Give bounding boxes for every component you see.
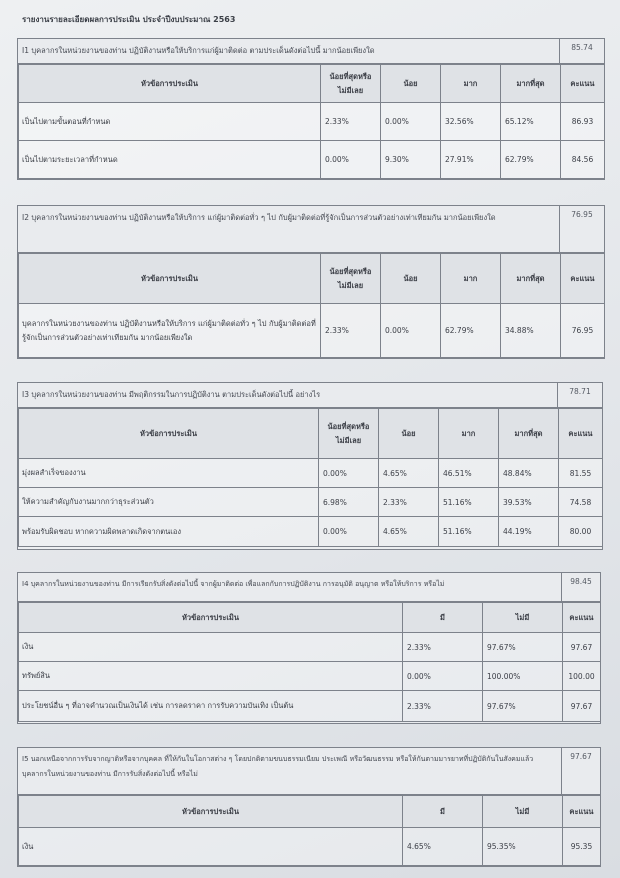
row-no: 97.67% [483,633,563,662]
col-most: มากที่สุด [499,409,559,459]
row-score: 97.67 [563,691,601,722]
table-row [19,141,605,179]
row-least: 0.00% [319,517,379,547]
question-text: I2 บุคลากรในหน่วยงานของท่าน ปฏิบัติงานหรือให้บริการ แก่ผู้มาติดต่อทั่ว ๆ ไป กับผู้มาติดต่อที่รู้จักเป็นการส่วนตัวอย่างเท่าเทียมกัน มากน้อยเพียงใด [22,213,496,222]
row-yes: 0.00% [403,662,483,691]
table-row [19,304,605,358]
row-most: 34.88% [501,304,561,358]
row-least: 6.98% [319,488,379,517]
table-row [19,828,601,866]
row-topic: เป็นไปตามขั้นตอนที่กำหนด [19,103,321,141]
row-little: 0.00% [381,304,441,358]
row-topic: เงิน [19,633,403,662]
col-topic: หัวข้อการประเมิน [19,603,403,633]
table-row [19,517,603,547]
table-header-row [19,409,603,459]
row-most: 62.79% [501,141,561,179]
row-no: 97.67% [483,691,563,722]
row-much: 62.79% [441,304,501,358]
col-score: คะแนน [561,254,605,304]
results-table [18,64,605,179]
results-table [18,602,601,722]
row-least: 0.00% [321,141,381,179]
row-topic: พร้อมรับผิดชอบ หากความผิดพลาดเกิดจากตนเอง [19,517,319,547]
row-no: 95.35% [483,828,563,866]
row-least: 0.00% [319,459,379,488]
table-row [19,459,603,488]
question-header [18,383,602,408]
question-header [18,206,604,253]
col-topic: หัวข้อการประเมิน [19,796,403,828]
question-score: 78.71 [557,383,602,407]
table-row [19,662,601,691]
row-much: 32.56% [441,103,501,141]
table-header-row [19,254,605,304]
row-topic: ประโยชน์อื่น ๆ ที่อาจคำนวณเป็นเงินได้ เช่น การลดราคา การรับความบันเทิง เป็นต้น [19,691,403,722]
row-much: 46.51% [439,459,499,488]
section-i3 [17,382,603,550]
table-header-row [19,603,601,633]
row-score: 76.95 [561,304,605,358]
row-most: 65.12% [501,103,561,141]
col-much: มาก [441,65,501,103]
row-score: 97.67 [563,633,601,662]
col-no: ไม่มี [483,603,563,633]
table-row [19,633,601,662]
row-little: 0.00% [381,103,441,141]
question-text: I4 บุคลากรในหน่วยงานของท่าน มีการเรียกรับสิ่งดังต่อไปนี้ จากผู้มาติดต่อ เพื่อแลกกับการปฏิบัติงาน การอนุมัติ อนุญาต หรือให้บริการ หรือไม่ [22,580,445,588]
row-little: 4.65% [379,459,439,488]
col-little: น้อย [379,409,439,459]
row-most: 48.84% [499,459,559,488]
col-yes: มี [403,603,483,633]
col-topic: หัวข้อการประเมิน [19,254,321,304]
question-header [18,573,600,602]
row-topic: บุคลากรในหน่วยงานของท่าน ปฏิบัติงานหรือให้บริการ แก่ผู้มาติดต่อทั่ว ๆ ไป กับผู้มาติดต่อที่รู้จักเป็นการส่วนตัวอย่างเท่าเทียมกัน มากน้อยเพียงใด [19,304,321,358]
row-yes: 4.65% [403,828,483,866]
row-much: 51.16% [439,488,499,517]
results-table [18,795,601,866]
question-text: I1 บุคลากรในหน่วยงานของท่าน ปฏิบัติงานหรือให้บริการแก่ผู้มาติดต่อ ตามประเด็นดังต่อไปนี้ มากน้อยเพียงใด [22,46,375,55]
row-score: 84.56 [561,141,605,179]
col-topic: หัวข้อการประเมิน [19,409,319,459]
table-row [19,103,605,141]
row-topic: ทรัพย์สิน [19,662,403,691]
question-text: I5 นอกเหนือจากการรับจากญาติหรือจากบุคคล ที่ให้กันในโอกาสต่าง ๆ โดยปกติตามขนบธรรมเนียม ประเพณี หรือวัฒนธรรม หรือให้กันตามมารยาทที่ปฏิบัติกันในสังคมแล้ว บุคลากรในหน่วยงานของท่าน มีการรับสิ่งดังต่อไปนี้ หรือไม่ [22,755,534,778]
row-yes: 2.33% [403,633,483,662]
section-i2 [17,205,605,359]
row-topic: เป็นไปตามระยะเวลาที่กำหนด [19,141,321,179]
col-score: คะแนน [563,603,601,633]
results-table [18,408,603,547]
col-score: คะแนน [563,796,601,828]
col-much: มาก [439,409,499,459]
col-least: น้อยที่สุดหรือไม่มีเลย [321,65,381,103]
row-least: 2.33% [321,103,381,141]
row-topic: มุ่งผลสำเร็จของงาน [19,459,319,488]
row-topic: ให้ความสำคัญกับงานมากกว่าธุระส่วนตัว [19,488,319,517]
question-score: 98.45 [561,573,600,601]
row-most: 39.53% [499,488,559,517]
col-little: น้อย [381,65,441,103]
col-least: น้อยที่สุดหรือไม่มีเลย [321,254,381,304]
row-yes: 2.33% [403,691,483,722]
row-score: 86.93 [561,103,605,141]
col-least: น้อยที่สุดหรือไม่มีเลย [319,409,379,459]
table-header-row [19,65,605,103]
row-much: 27.91% [441,141,501,179]
row-score: 95.35 [563,828,601,866]
table-row [19,691,601,722]
results-table [18,253,605,358]
row-little: 4.65% [379,517,439,547]
col-most: มากที่สุด [501,65,561,103]
section-i5 [17,747,601,867]
row-little: 9.30% [381,141,441,179]
row-topic: เงิน [19,828,403,866]
row-least: 2.33% [321,304,381,358]
col-score: คะแนน [559,409,603,459]
section-i4 [17,572,601,724]
row-score: 74.58 [559,488,603,517]
row-most: 44.19% [499,517,559,547]
question-score: 85.74 [559,39,604,63]
row-score: 80.00 [559,517,603,547]
col-most: มากที่สุด [501,254,561,304]
col-yes: มี [403,796,483,828]
col-score: คะแนน [561,65,605,103]
row-little: 2.33% [379,488,439,517]
question-score: 97.67 [561,748,600,794]
question-text: I3 บุคลากรในหน่วยงานของท่าน มีพฤติกรรมในการปฏิบัติงาน ตามประเด็นดังต่อไปนี้ อย่างไร [22,390,321,399]
table-header-row [19,796,601,828]
row-no: 100.00% [483,662,563,691]
col-little: น้อย [381,254,441,304]
question-score: 76.95 [559,206,604,252]
question-header [18,748,600,795]
document-title: รายงานรายละเอียดผลการประเมิน ประจำปีงบประมาณ 2563 [22,15,236,24]
row-score: 81.55 [559,459,603,488]
col-much: มาก [441,254,501,304]
row-score: 100.00 [563,662,601,691]
table-row [19,488,603,517]
section-i1 [17,38,605,180]
row-much: 51.16% [439,517,499,547]
col-topic: หัวข้อการประเมิน [19,65,321,103]
col-no: ไม่มี [483,796,563,828]
question-header [18,39,604,64]
